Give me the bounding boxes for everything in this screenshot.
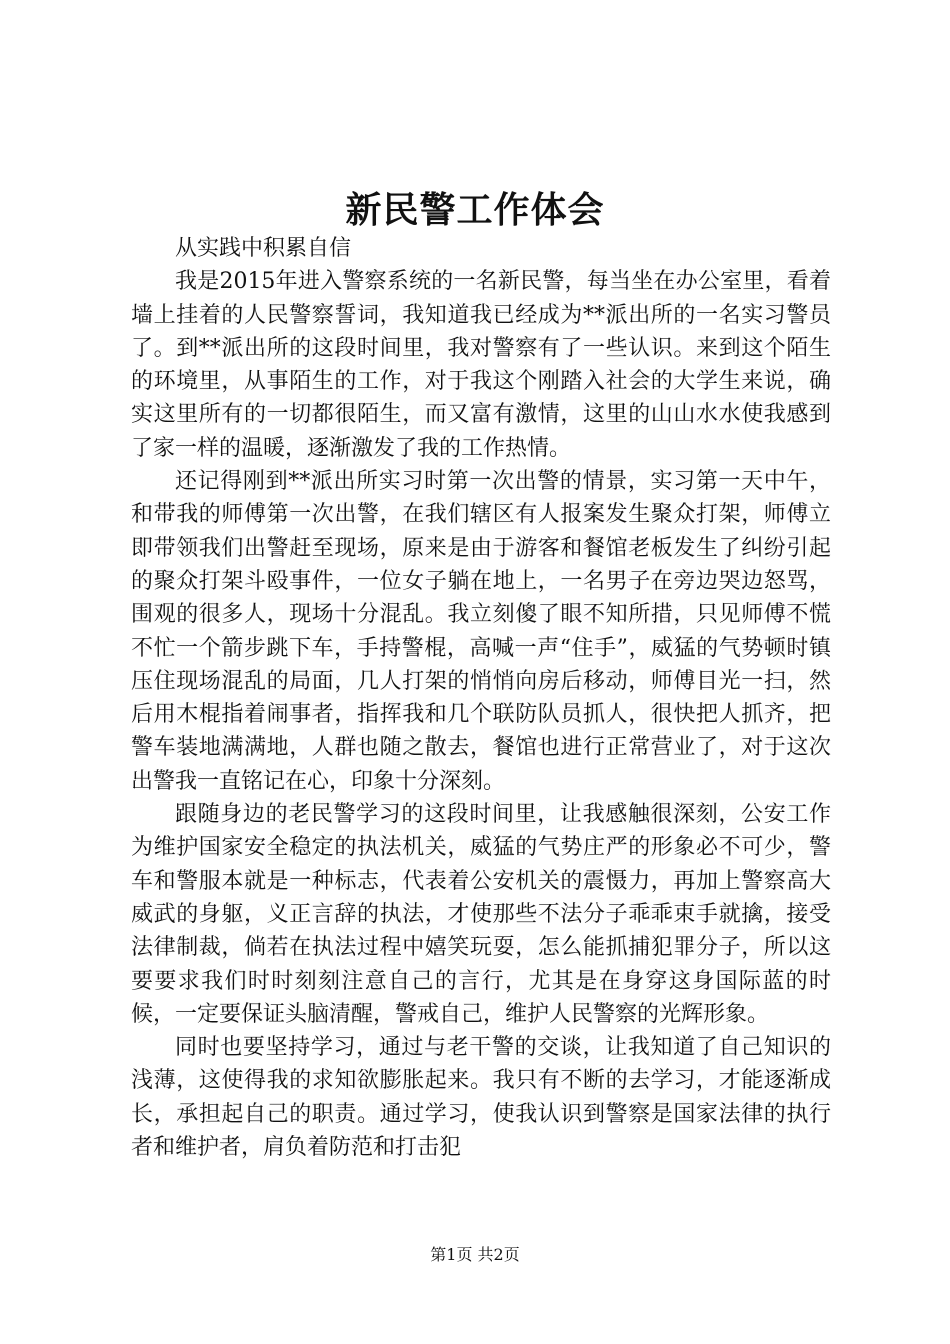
paragraph: 还记得刚到**派出所实习时第一次出警的情景，实习第一天中午，和带我的师傅第一次出警，在我们辖区有人报案发生聚众打架，师傅立即带领我们出警赶至现场，原来是由于游客和餐馆老板发生了纠纷引起的聚众打架斗殴事件，一位女子躺在地上，一名男子在旁边哭边怒骂，围观的很多人，现场十分混乱。我立刻傻了眼不知所措，只见师傅不慌不忙一个箭步跳下车，手持警棍，高喊一声“住手”，威猛的气势顿时镇压住现场混乱的局面，几人打架的悄悄向房后移动，师傅目光一扫，然后用木棍指着闹事者，指挥我和几个联防队员抓人，很快把人抓齐，把警车装地满满地，人群也随之散去，餐馆也进行正常营业了，对于这次出警我一直铭记在心，印象十分深刻。: [131, 469, 831, 794]
page-footer: 第1页 共2页: [430, 1245, 520, 1264]
document-body: [131, 232, 831, 1164]
paragraph: 我是2015年进入警察系统的一名新民警，每当坐在办公室里，看着墙上挂着的人民警察誓词，我知道我已经成为**派出所的一名实习警员了。到**派出所的这段时间里，我对警察有了一些认识。来到这个陌生的环境里，从事陌生的工作，对于我这个刚踏入社会的大学生来说，确实这里所有的一切都很陌生，而又富有激情，这里的山山水水使我感到了家一样的温暖，逐渐激发了我的工作热情。: [131, 269, 831, 461]
paragraph: 跟随身边的老民警学习的这段时间里，让我感触很深刻，公安工作为维护国家安全稳定的执法机关，威猛的气势庄严的形象必不可少，警车和警服本就是一种标志，代表着公安机关的震慑力，再加上警察高大威武的身躯，义正言辞的执法，才使那些不法分子乖乖束手就擒，接受法律制裁，倘若在执法过程中嬉笑玩耍，怎么能抓捕犯罪分子，所以这要要求我们时时刻刻注意自己的言行，尤其是在身穿这身国际蓝的时候，一定要保证头脑清醒，警戒自己，维护人民警察的光辉形象。: [131, 802, 831, 1027]
document-title: 新民警工作体会: [345, 189, 605, 231]
paragraph-subtitle: 从实践中积累自信: [175, 236, 352, 261]
paragraph: 同时也要坚持学习，通过与老干警的交谈，让我知道了自己知识的浅薄，这使得我的求知欲膨胀起来。我只有不断的去学习，才能逐渐成长，承担起自己的职责。通过学习，使我认识到警察是国家法律的执行者和维护者，肩负着防范和打击犯: [131, 1035, 831, 1161]
